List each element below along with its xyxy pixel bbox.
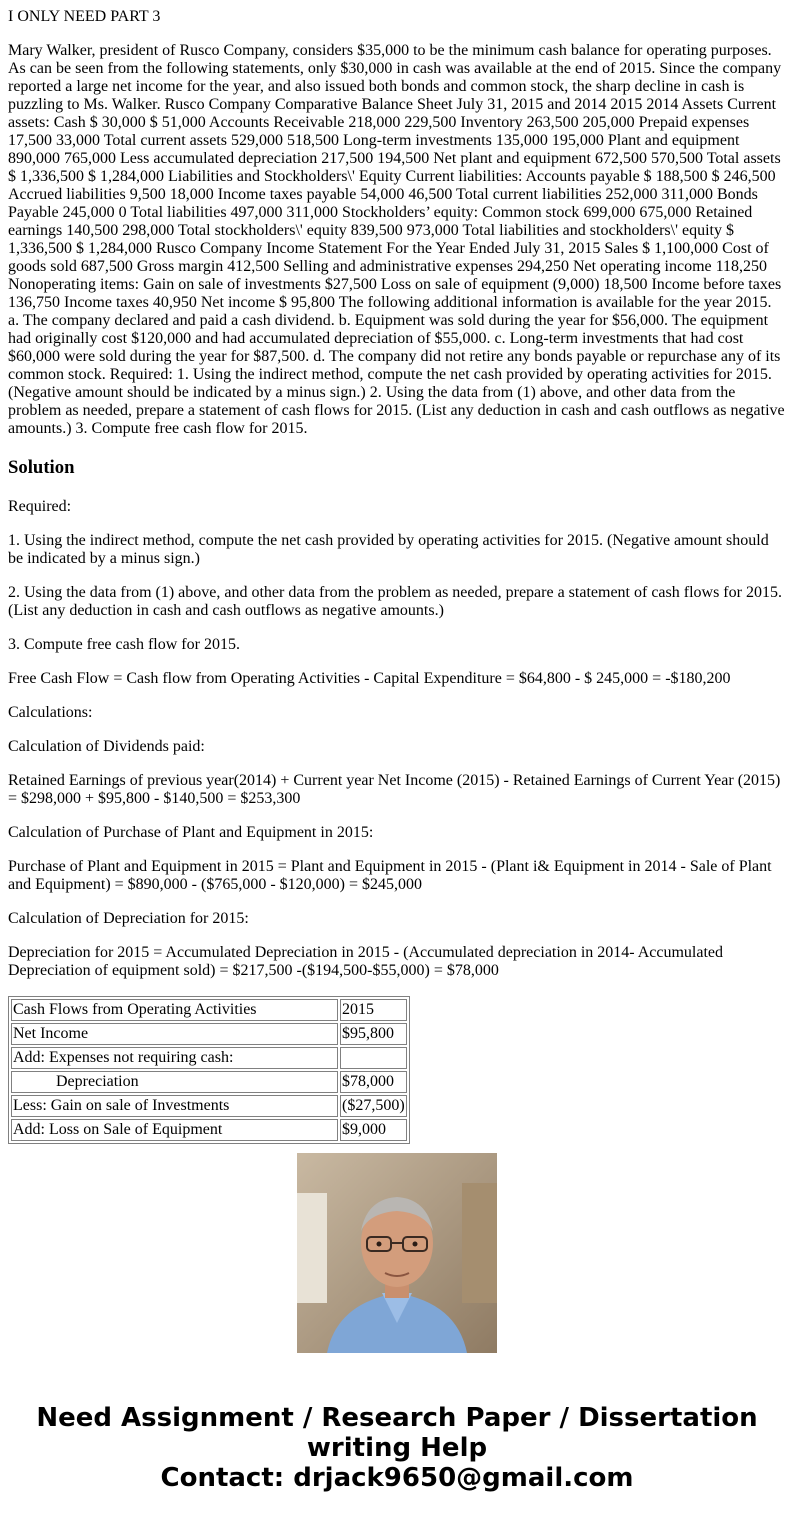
table-cell-label: Add: Expenses not requiring cash:: [11, 1047, 338, 1069]
cash-flow-table: [8, 996, 410, 1144]
requirement-1: 1. Using the indirect method, compute the net cash provided by operating activities for 2015. (Negative amount should be indicated by a minus sign.): [8, 532, 769, 567]
table-row: [11, 1071, 407, 1093]
table-cell-value: $9,000: [340, 1119, 407, 1141]
cash-flow-table-container: [8, 996, 786, 1138]
table-cell-label: Add: Loss on Sale of Equipment: [11, 1119, 338, 1141]
table-row: [11, 999, 407, 1021]
table-cell-label: Net Income: [11, 1023, 338, 1045]
table-cell-label: Cash Flows from Operating Activities: [11, 999, 338, 1021]
question-text: Mary Walker, president of Rusco Company, considers $35,000 to be the minimum cash balance for operating purposes. As can be seen from the following statements, only $30,000 in cash was available at the end of 2015. Since the company reported a large net income for the year, and also issued both bonds and common stock, the sharp decline in cash is puzzling to Ms. Walker. Rusco Company Comparative Balance Sheet July 31, 2015 and 2014 2015 2014 Assets Current assets: Cash $ 30,000 $ 51,000 Accounts Receivable 218,000 229,500 Inventory 263,500 205,000 Prepaid expenses 17,500 33,000 Total current assets 529,000 518,500 Long-term investments 135,000 195,000 Plant and equipment 890,000 765,000 Less accumulated depreciation 217,500 194,500 Net plant and equipment 672,500 570,500 Total assets $ 1,336,500 $ 1,284,000 Liabilities and Stockholders\' Equity Current liabilities: Accounts payable $ 188,500 $ 246,500 Accrued liabilities 9,500 18,000 Income taxes payable 54,000 46,500 Total current liabilities 252,000 311,000 Bonds Payable 245,000 0 Total liabilities 497,000 311,000 Stockholders’ equity: Common stock 699,000 675,000 Retained earnings 140,500 298,000 Total stockholders\' equity 839,500 973,000 Total liabilities and stockholders\' equity $ 1,336,500 $ 1,284,000 Rusco Company Income Statement For the Year Ended July 31, 2015 Sales $ 1,100,000 Cost of goods sold 687,500 Gross margin 412,500 Selling and administrative expenses 294,250 Net operating income 118,250 Nonoperating items: Gain on sale of investments $27,500 Loss on sale of equipment (9,000) 18,500 Income before taxes 136,750 Income taxes 40,950 Net income $ 95,800 The following additional information is available for the year 2015. a. The company declared and paid a cash dividend. b. Equipment was sold during the year for $56,000. The equipment had originally cost $120,000 and had accumulated depreciation of $55,000. c. Long-term investments that had cost $60,000 were sold during the year for $87,500. d. The company did not retire any bonds payable or repurchase any of its common stock. Required: 1. Using the indirect method, compute the net cash provided by operating activities for 2015. (Negative amount should be indicated by a minus sign.) 2. Using the data from (1) above, and other data from the problem as needed, prepare a statement of cash flows for 2015. (List any deduction in cash and cash outflows as negative amounts.) 3. Compute free cash flow for 2015.: [8, 42, 785, 437]
footer-line-1: Need Assignment / Research Paper / Dissertation: [36, 1403, 758, 1433]
table-cell-value: $78,000: [340, 1071, 407, 1093]
table-cell-label: Depreciation: [11, 1071, 338, 1093]
free-cash-flow-formula: Free Cash Flow = Cash flow from Operating Activities - Capital Expenditure = $64,800 - $ 245,000 = -$180,200: [8, 670, 731, 687]
table-row: [11, 1095, 407, 1117]
plant-equipment-calculation: Purchase of Plant and Equipment in 2015 = Plant and Equipment in 2015 - (Plant i& Equipment in 2014 - Sale of Plant and Equipment) = $890,000 - ($765,000 - $120,000) = $245,000: [8, 858, 772, 893]
document-body: [8, 0, 786, 1138]
table-row: [11, 1023, 407, 1045]
calculations-label: Calculations:: [8, 704, 93, 721]
depreciation-calculation: Depreciation for 2015 = Accumulated Depreciation in 2015 - (Accumulated depreciation in 2014- Accumulated Depreciation of equipment sold) = $217,500 -($194,500-$55,000) = $78,000: [8, 944, 723, 979]
footer-contact: Contact: drjack9650@gmail.com: [160, 1463, 634, 1493]
footer-banner: [0, 1403, 794, 1493]
table-cell-label: Less: Gain on sale of Investments: [11, 1095, 338, 1117]
table-cell-value: [340, 1047, 407, 1069]
table-row: [11, 1119, 407, 1141]
table-cell-value: $95,800: [340, 1023, 407, 1045]
required-label: Required:: [8, 498, 72, 515]
tutor-portrait-image: [297, 1153, 497, 1353]
dividends-label: Calculation of Dividends paid:: [8, 738, 205, 755]
requirement-2: 2. Using the data from (1) above, and other data from the problem as needed, prepare a statement of cash flows for 2015. (List any deduction in cash and cash outflows as negative amounts.): [8, 584, 782, 619]
depreciation-label: Calculation of Depreciation for 2015:: [8, 910, 249, 927]
requirement-3: 3. Compute free cash flow for 2015.: [8, 636, 240, 653]
table-cell-value: 2015: [340, 999, 407, 1021]
tutor-avatar: [297, 1153, 497, 1353]
dividends-calculation: Retained Earnings of previous year(2014) + Current year Net Income (2015) - Retained Earnings of Current Year (2015) = $298,000 + $95,800 - $140,500 = $253,300: [8, 772, 781, 807]
footer-line-2: writing Help: [306, 1433, 488, 1463]
table-cell-value: ($27,500): [340, 1095, 407, 1117]
table-row: [11, 1047, 407, 1069]
header-note: I ONLY NEED PART 3: [8, 8, 161, 25]
plant-equipment-label: Calculation of Purchase of Plant and Equipment in 2015:: [8, 824, 374, 841]
solution-heading: Solution: [8, 457, 75, 478]
